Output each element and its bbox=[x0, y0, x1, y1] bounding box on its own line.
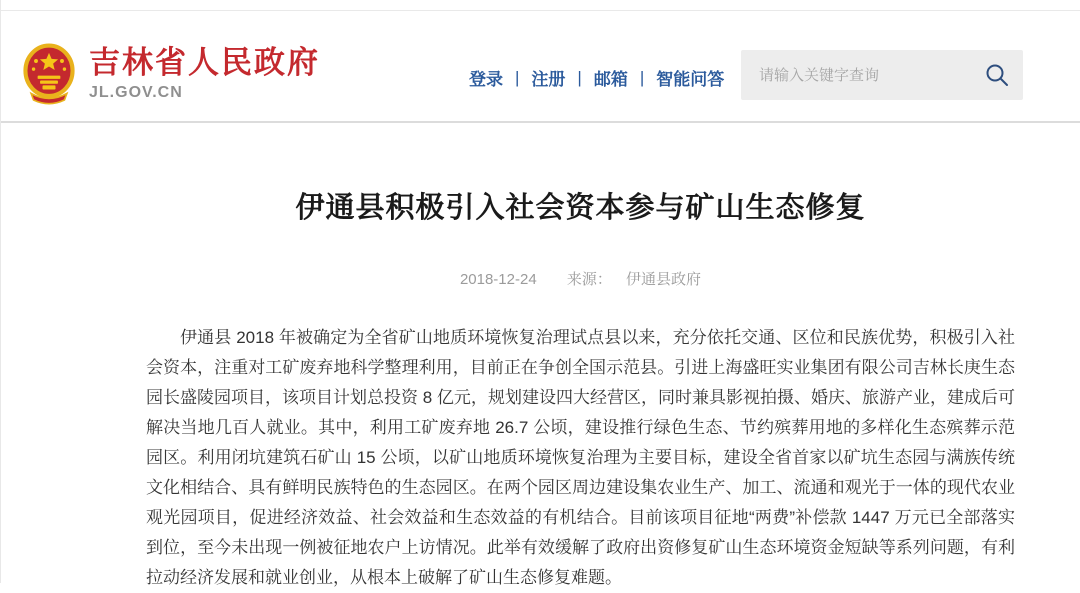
article-date: 2018-12-24 bbox=[459, 271, 537, 288]
nav-link-login[interactable]: 登录 bbox=[469, 70, 503, 89]
article-source-label: 来源： bbox=[566, 271, 612, 288]
site-name: 吉林省人民政府 bbox=[89, 44, 320, 80]
header-nav bbox=[469, 65, 724, 90]
article-title: 伊通县积极引入社会资本参与矿山生态修复 bbox=[295, 192, 866, 224]
nav-separator: | bbox=[577, 67, 582, 87]
search-icon bbox=[984, 62, 1010, 88]
brand-text bbox=[89, 46, 320, 102]
article-meta bbox=[146, 268, 1015, 289]
nav-link-smart-qa[interactable]: 智能问答 bbox=[656, 70, 725, 89]
article-source: 伊通县政府 bbox=[626, 271, 702, 288]
nav-link-mail[interactable]: 邮箱 bbox=[593, 70, 628, 89]
search-input[interactable] bbox=[741, 50, 979, 100]
article-body: 伊通县 2018 年被确定为全省矿山地质环境恢复治理试点县以来，充分依托交通、区位和民族优势，积极引入社会资本，注重对工矿废弃地科学整理利用，目前正在争创全国示范县。引进上海盛旺实业集团有限公司吉林长庚生态园长盛陵园项目，该项目计划总投资 8 亿元，规划建设四大经营区，同时兼具影视拍摄、婚庆、旅游产业，建成后可解决当地几百人就业。其中，利用工矿废弃地 26.7 公顷，建设推行绿色生态、节约殡葬用地的多样化生态殡葬示范园区。利用闭坑建筑石矿山 15 公顷，以矿山地质环境恢复治理为主要目标，建设全省首家以矿坑生态园与满族传统文化相结合、具有鲜明民族特色的生态园区。在两个园区周边建设集农业生产、加工、流通和观光于一体的现代农业观光园项目，促进经济效益、社会效益和生态效益的有机结合。目前该项目征地“两费”补偿款 1447 万元已全部落实到位，至今未出现一例被征地农户上访情况。此举有效缓解了政府出资修复矿山生态环境资金短缺等系列问题，有利拉动经济发展和就业创业，从根本上破解了矿山生态修复难题。 bbox=[146, 328, 1015, 587]
search-button[interactable] bbox=[979, 50, 1023, 100]
site-domain: JL.GOV.CN bbox=[89, 84, 183, 102]
national-emblem-icon bbox=[23, 43, 75, 105]
nav-link-register[interactable]: 注册 bbox=[531, 70, 566, 89]
article bbox=[1, 123, 1080, 587]
page bbox=[1, 0, 1080, 587]
site-header bbox=[1, 11, 1080, 123]
nav-separator: | bbox=[515, 67, 520, 87]
site-brand[interactable] bbox=[23, 43, 320, 105]
nav-separator: | bbox=[639, 67, 645, 87]
search-box bbox=[741, 50, 1023, 100]
